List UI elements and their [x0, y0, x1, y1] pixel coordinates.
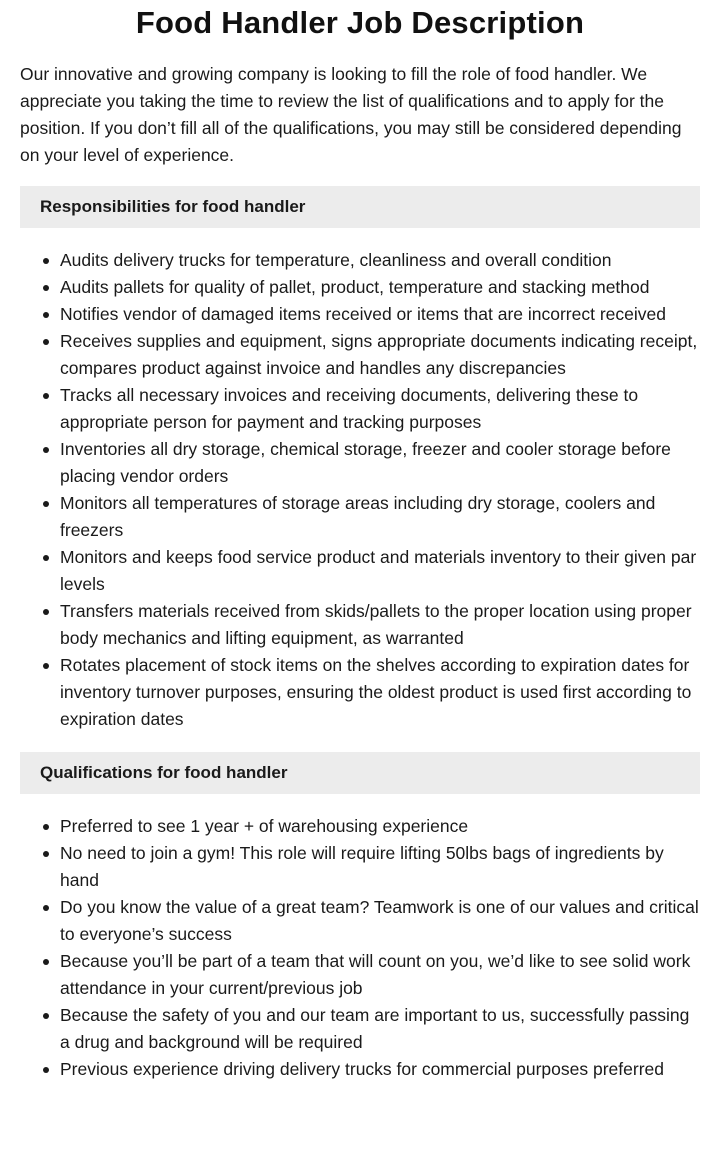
- list-item: Transfers materials received from skids/pallets to the proper location using proper body mechanics and lifting equipment, as warranted: [60, 598, 700, 652]
- list-item: Audits pallets for quality of pallet, product, temperature and stacking method: [60, 274, 700, 301]
- list-item: Notifies vendor of damaged items received or items that are incorrect received: [60, 301, 700, 328]
- list-item: Inventories all dry storage, chemical storage, freezer and cooler storage before placing vendor orders: [60, 436, 700, 490]
- list-item: Because you’ll be part of a team that will count on you, we’d like to see solid work attendance in your current/previous job: [60, 948, 700, 1002]
- list-item: Preferred to see 1 year + of warehousing experience: [60, 813, 700, 840]
- list-item: Monitors all temperatures of storage areas including dry storage, coolers and freezers: [60, 490, 700, 544]
- list-item: Previous experience driving delivery trucks for commercial purposes preferred: [60, 1056, 700, 1083]
- list-item: Tracks all necessary invoices and receiving documents, delivering these to appropriate person for payment and tracking purposes: [60, 382, 700, 436]
- list-item: No need to join a gym! This role will require lifting 50lbs bags of ingredients by hand: [60, 840, 700, 894]
- list-item: Receives supplies and equipment, signs appropriate documents indicating receipt, compares product against invoice and handles any discrepancies: [60, 328, 700, 382]
- qualifications-list: [20, 813, 700, 1083]
- list-item: Do you know the value of a great team? Teamwork is one of our values and critical to everyone’s success: [60, 894, 700, 948]
- qualifications-heading: Qualifications for food handler: [20, 752, 700, 794]
- list-item: Audits delivery trucks for temperature, cleanliness and overall condition: [60, 247, 700, 274]
- page-title: Food Handler Job Description: [135, 5, 585, 40]
- intro-paragraph: Our innovative and growing company is looking to fill the role of food handler. We appreciate you taking the time to review the list of qualifications and to apply for the position. If you don’t fill all of the qualifications, you may still be considered depending on your level of experience.: [20, 64, 682, 165]
- list-item: Because the safety of you and our team are important to us, successfully passing a drug and background will be required: [60, 1002, 700, 1056]
- responsibilities-heading: Responsibilities for food handler: [20, 186, 700, 228]
- responsibilities-list: [20, 247, 700, 733]
- list-item: Rotates placement of stock items on the shelves according to expiration dates for inventory turnover purposes, ensuring the oldest product is used first according to expiration dates: [60, 652, 700, 733]
- list-item: Monitors and keeps food service product and materials inventory to their given par levels: [60, 544, 700, 598]
